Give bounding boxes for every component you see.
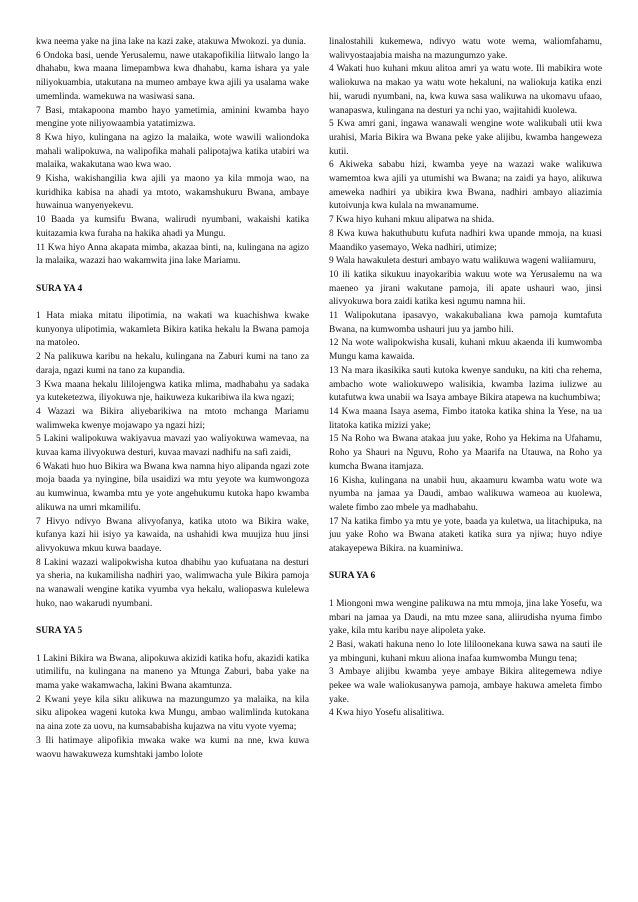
verse-paragraph: 13 Na mara ikasikika sauti kutoka kwenye sanduku, na kiti cha rehema, ambacho wote waliokuwepo walisikia, kwamba lazima iulizwe au kutafutwa kwa unabii wa Isaya ambaye Bikira atapewa na kuchumbiwa; [329,365,602,404]
verse-paragraph: 3 Ili hatimaye alipofikia mwaka wake wa kumi na nne, kwa kuwa waovu hawakuweza kumshtaki jambo lolote [36,735,309,760]
verse-paragraph: 7 Hivyo ndivyo Bwana alivyofanya, katika utoto wa Bikira wake, kufanya kazi hii isiyo ya kawaida, na ushahidi kwa muujiza huu jinsi alivyokuwa mkuu kuwa baadaye. [36,516,309,554]
verse-paragraph: linalostahili kukemewa, ndivyo watu wote wema, waliomfahamu, walivyostaajabia maisha na mazungumzo yake. [329,37,602,61]
verse-paragraph: 1 Lakini Bikira wa Bwana, alipokuwa akizidi katika hofu, akazidi katika utimilifu, na kulingana na maneno ya Mtunga Zaburi, baba yake na mama yake wakamwacha, lakini Bwana akamtunza. [36,653,309,691]
verse-paragraph: 4 Kwa hiyo Yosefu alisalitiwa. [329,708,445,719]
verse-paragraph: 1 Miongoni mwa wengine palikuwa na mtu mmoja, jina lake Yosefu, wa mbari na jamaa ya Daudi, na mtu mzee sana, aliirudisha nyuma fimbo yake, kila mtu karibu naye alipoleta yake. [329,598,602,637]
verse-paragraph: 17 Na katika fimbo ya mtu ye yote, baada ya kuletwa, ua litachipuka, na juu yake Roho wa Bwana ataketi katika sura ya njiwa; huyo ndiye atakayepewa Bikira. na kuaminiwa. [329,516,602,555]
verse-paragraph: 4 Wazazi wa Bikira aliyebarikiwa na mtoto mchanga Mariamu walimweka kwenye mojawapo ya ngazi hizi; [36,406,309,431]
verse-paragraph: 7 Basi, mtakapoona mambo hayo yametimia, aminini kwamba hayo mengine yote niliyowaambia yatatimizwa. [36,105,309,130]
verse-paragraph: 4 Wakati huo kuhani mkuu alitoa amri ya watu wote. Ili mabikira wote waliokuwa na makao ya watu wote hekaluni, na waliokuja katika enzi hii, warudi nyumbani, na, kwa kuwa sasa walikuwa na ukomavu ufaao, wanapaswa, kulingana na desturi ya nchi yao, wajitahidi kuolewa. [329,64,602,116]
verse-paragraph: 6 Wakati huo huo Bikira wa Bwana kwa namna hiyo alipanda ngazi zote moja baada ya nyingine, bila usaidizi wa mtu yeyote wa kumwongoza au kumwinua, kwamba mtu ye yote angehukumu kutoka hapo kwamba alikuwa na umri mkamilifu. [36,461,309,513]
blank-line [329,557,602,571]
verse-paragraph: 2 Na palikuwa karibu na hekalu, kulingana na Zaburi kumi na tano za daraja, ngazi kumi na tano za kupandia. [36,352,309,376]
verse-paragraph: 10 Baada ya kumsifu Bwana, walirudi nyumbani, wakaishi katika kuitazamia kwa furaha na hakika ahadi ya Mungu. [36,215,309,239]
chapter-heading: SURA YA 6 [329,571,376,582]
verse-paragraph: 7 Kwa hiyo kuhani mkuu alipatwa na shida. [329,215,495,226]
verse-paragraph: 12 Na wote walipokwisha kusali, kuhani mkuu akaenda ili kumwomba Mungu kama kawaida. [329,338,602,363]
verse-paragraph: 10 ili katika sikukuu inayokaribia wakuu wote wa Yerusalemu na wa maeneo ya jirani wakutane pamoja, ili apate ushauri wao, jinsi alivyokuwa bora zaidi katika kesi ngumu namna hii. [329,269,602,308]
verse-paragraph: 8 Lakini wazazi walipokwisha kutoa dhabihu yao kufuatana na desturi ya sheria, na kukamilisha nadhiri yao, walimwacha yule Bikira pamoja na wanawali wengine katika vyumba vya hekalu, waliopaswa kulelewa huko, nao wakarudi nyumbani. [36,557,309,609]
verse-paragraph: 1 Hata miaka mitatu ilipotimia, na wakati wa kuachishwa kwake kunyonya ulipotimia, wakamleta Bikira katika hekalu la Bwana pamoja na matoleo. [36,311,309,349]
blank-line [36,612,309,626]
verse-paragraph: 2 Basi, wakati hakuna neno lo lote lililoonekana kuwa sawa na sauti ile ya mbinguni, kuhani mkuu aliona inafaa kumwomba Mungu tena; [329,639,602,664]
verse-paragraph: 3 Ambaye alijibu kwamba yeye ambaye Bikira alitegemewa ndiye pekee wa wale waliokusanywa pamoja, ambaye hakuwa ameleta fimbo yake. [329,667,602,705]
chapter-heading: SURA YA 5 [36,626,83,637]
verse-paragraph: 11 Walipokutana ipasavyo, wakakubaliana kwa pamoja kumtafuta Bwana, na kumwomba ushauri juu ya jambo hili. [329,311,602,335]
verse-paragraph: 14 Kwa maana Isaya asema, Fimbo itatoka katika shina la Yese, na ua litatoka katika mizizi yake; [329,406,602,431]
verse-paragraph: 11 Kwa hiyo Anna akapata mimba, akazaa binti, na, kulingana na agizo la malaika, wazazi hao wakamwita jina lake Mariamu. [36,242,309,267]
verse-paragraph: 5 Lakini walipokuwa wakiyavua mavazi yao waliyokuwa wamevaa, na kuvaa kama ilivyokuwa desturi, kuvaa mavazi nadhifu na safi zaidi, [36,434,309,459]
left-text-column [36,36,309,902]
blank-line [36,269,309,283]
blank-line [36,639,309,653]
blank-line [329,584,602,598]
verse-paragraph: 3 Kwa maana hekalu lililojengwa katika mlima, madhabahu ya sadaka ya kuteketezwa, iliyokuwa nje, haikuweza kukaribiwa ila kwa ngazi; [36,379,309,404]
verse-paragraph: 2 Kwani yeye kila siku alikuwa na mazungumzo ya malaika, na kila siku alipokea wageni kutoka kwa Mungu, ambao walimlinda kutokana na aina zote za uovu, na kumsababisha kujazwa na vitu vyote vyema; [36,694,309,733]
verse-paragraph: 5 Kwa amri gani, ingawa wanawali wengine wote walikubali utii kwa urahisi, Maria Bikira wa Bwana peke yake alijibu, kwamba hangeweza kutii. [329,119,602,157]
right-text-column [329,36,602,902]
blank-line [36,296,309,310]
verse-paragraph: kwa neema yake na jina lake na kazi zake, atakuwa Mwokozi. ya dunia. [36,37,306,47]
verse-paragraph: 9 Wala hawakuleta desturi ambayo watu walikuwa wageni waliiamuru, [329,256,596,267]
verse-paragraph: 6 Ondoka basi, uende Yerusalemu, nawe utakapofikilia liitwalo lango la dhahabu, kwa maana limepambwa kwa dhahabu, kama ishara ya yale niliyokuambia, utakutana na mumeo ambaye kwa ajili ya usalama wake umemlinda. wamekuwa na wasiwasi sana. [36,50,309,102]
verse-paragraph: 6 Akiweka sababu hizi, kwamba yeye na wazazi wake walikuwa wamemtoa kwa ajili ya utumishi wa Bwana; na zaidi ya hayo, alikuwa ameweka nadhiri ya ubikira kwa Bwana, nadhiri ambayo aliazimia kutoivunja kwa kulala na mwanamume. [329,160,602,212]
verse-paragraph: 8 Kwa hiyo, kulingana na agizo la malaika, wote wawili waliondoka mahali walipokuwa, na walipofika mahali palipotajwa katika utabiri wa malaika, wakakutana wao kwa wao. [36,132,309,171]
verse-paragraph: 9 Kisha, wakishangilia kwa ajili ya maono ya kila mmoja wao, na kuridhika kabisa na ahadi ya mtoto, wakamshukuru Bwana, ambaye huwainua wanyenyekevu. [36,174,309,212]
chapter-heading: SURA YA 4 [36,283,83,294]
verse-paragraph: 16 Kisha, kulingana na unabii huu, akaamuru kwamba watu wote wa nyumba na jamaa ya Daudi, ambao walikuwa wameoa au kuolewa, walete fimbo zao mbele ya madhabahu. [329,475,602,513]
verse-paragraph: 15 Na Roho wa Bwana atakaa juu yake, Roho ya Hekima na Ufahamu, Roho ya Shauri na Nguvu, Roho ya Maarifa na Utauwa, na Roho ya kumcha Bwana itamjaza. [329,434,602,472]
verse-paragraph: 8 Kwa kuwa hakuthubutu kufuta nadhiri kwa upande mmoja, na kuasi Maandiko yasemayo, Weka nadhiri, utimize; [329,228,602,253]
